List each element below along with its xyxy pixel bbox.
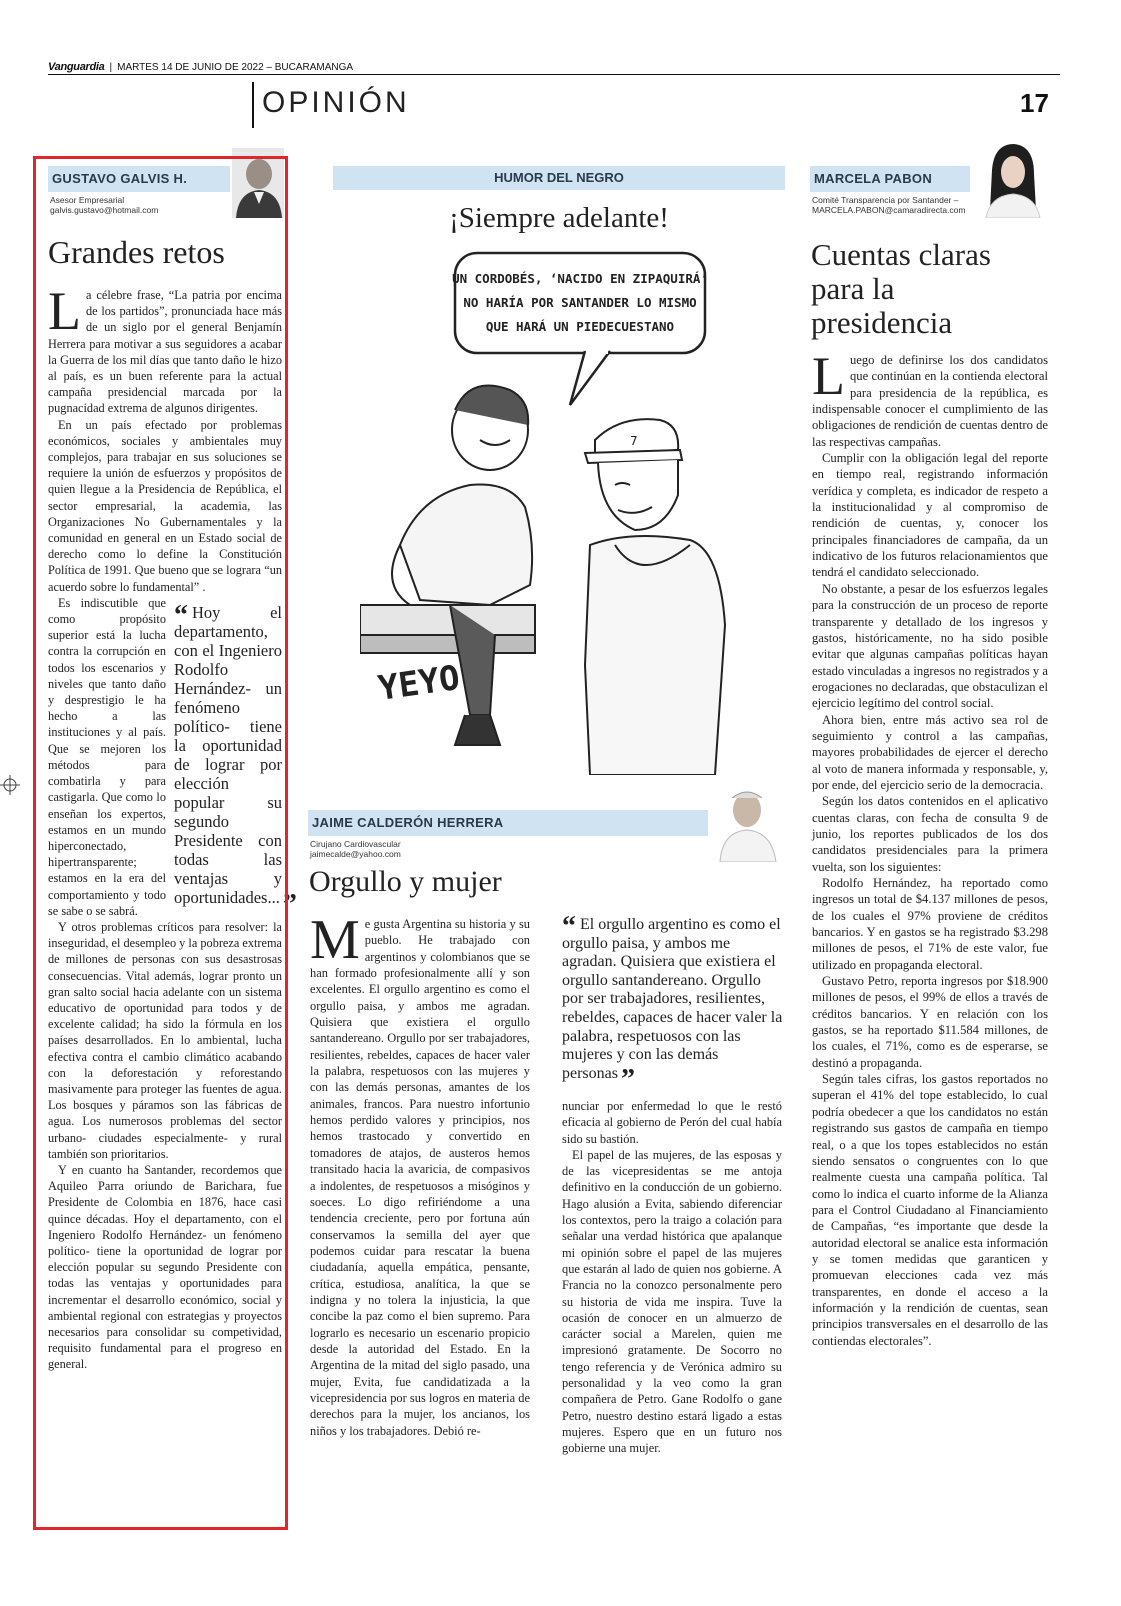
article-body-middle-col2 [562, 1098, 782, 1457]
paragraph: No obstante, a pesar de los esfuerzos legales para la construcción de un proceso de reporte transparente y detallado de los ingresos y gastos, históricamente, no ha sido posible evitar que algunas campañas políticas hayan estado vinculadas a ingresos no registrados y a erogaciones no declaradas, que obstaculizan el ejercicio legítimo del control social. [812, 581, 1048, 711]
portrait-image [712, 780, 780, 862]
registration-mark-icon [0, 775, 20, 795]
portrait-image [976, 140, 1046, 218]
cartoon-character-right [585, 419, 725, 775]
paragraph: nunciar por enfermedad lo que le restó eficacia al gobierno de Perón del cual había sido su bastión. [562, 1099, 782, 1146]
author-role: Comité Transparencia por Santander – [812, 195, 959, 205]
author-name-left: GUSTAVO GALVIS H. [52, 171, 188, 186]
author-email: galvis.gustavo@hotmail.com [50, 205, 159, 215]
masthead [48, 61, 353, 73]
paragraph: El papel de las mujeres, de las esposas y de las vicepresidentas se me antoja definitivo en la conducción de un gobierno. Hago alusión a Evita, sabiendo diferenciar los contextos, pero la traigo a colación para señalar una verdad histórica que apalanque mi opinión sobre el papel de las mujeres que estarán al lado de quien nos gobierne. A Francia no la conozco personalmente pero su historia de vida me inspira. Tuve la ocasión de conocer en un almuerzo de carácter social a Marelen, quien me impresionó gratamente. De Socorro no tengo referencia y de Verónica admiro su personalidad y la veo como la gran compañera de Petro. Gane Rodolfo o gane Petro, nuestro destino estará ligado a estas mujeres. Espero que en un futuro nos gobierne una mujer. [562, 1147, 782, 1456]
close-quote-icon: ” [620, 1063, 635, 1095]
paragraph: Y otros problemas críticos para resolver: la inseguridad, el desempleo y la pobreza extrema de millones de personas con sus desastrosas consecuencias. Vital además, lograr pronto un gran salto social hacia adelante con un sistema educativo de oportunidad para todos y de excelente calidad; ha sido la fórmula en los países desarrollados. En lo ambiental, lucha efectiva contra el cambio climático acabando con la deforestación y reforestando masivamente para proteger las fuentes de agua. Los bosques y páramos son las fábricas de agua. Los numerosos problemas del sector urbano- ciudades especialmente- y rural también son prioritarios. [48, 919, 282, 1161]
speech-line: QUE HARÁ UN PIEDECUESTANO [485, 319, 675, 334]
highlight-frame [33, 156, 288, 1530]
headline-middle: Orgullo y mujer [309, 865, 502, 898]
author-name-middle: JAIME CALDERÓN HERRERA [312, 815, 504, 830]
dateline: MARTES 14 DE JUNIO DE 2022 – BUCARAMANGA [117, 62, 354, 73]
masthead-separator: | [109, 62, 113, 73]
article-body-right [812, 346, 1048, 1349]
pullquote-text: El orgullo argentino es como el orgullo paisa, y ambos me agradan. Quisiera que existiera el orgullo santandereano. Orgullo por ser trabajadores, resilientes, rebeldes, capaces de hacer valer la palabra, respetuosos con las mujeres y con las demás personas [562, 916, 783, 1082]
section-divider [252, 82, 254, 128]
cartoon-label: HUMOR DEL NEGRO [494, 170, 624, 185]
paragraph: Es indiscutible que como propósito superior está la lucha contra la corrupción en todos los escenarios y niveles que tanto daño y desprestigio le ha hecho a las instituciones y al país. Que se mejoren los métodos para combatirla y para castigarla. Que como lo enseñan los expertos, estamos en un mundo hiperconectado, hipertransparente; estamos en la era del comportamiento y todo se sabe o se sabrá. [48, 595, 166, 918]
page-number: 17 [1020, 88, 1049, 118]
paragraph: Según los datos contenidos en el aplicativo cuentas claras, con fecha de consulta 9 de junio, los reportes publicados de los dos candidatos presidenciales para la primera vuelta, son los siguientes: [812, 794, 1048, 874]
cartoon-signature: YEYO [375, 657, 463, 709]
author-photo-middle [712, 780, 780, 862]
open-quote-icon: “ [174, 599, 188, 631]
dropcap: L [48, 281, 81, 341]
dropcap: L [812, 346, 845, 406]
paragraph: Y en cuanto ha Santander, recordemos que Aquileo Parra oriundo de Barichara, fue Presidente de Colombia en 1876, hace casi quince décadas. Hoy el departamento, con el Ingeniero Rodolfo Hernández- un fenómeno político- tiene la oportunidad de lograr por elección popular su segundo Presidente con todas las ventajas y oportunidades para incrementar el desarrollo económico, social y ambiental regional con estrategias y proyectos necesarios para consolidar su competividad, requisito fundamental para el progreso en general. [48, 1162, 282, 1372]
article-body-middle-col1 [310, 909, 530, 1439]
author-email: MARCELA.PABON@camaradirecta.com [812, 205, 966, 215]
svg-text:7: 7 [630, 434, 638, 448]
author-role: Cirujano Cardiovascular [310, 839, 401, 849]
pullquote-text: Hoy el departamento, con el Ingeniero Rodolfo Hernández- un fenómeno político- tiene la oportunidad de lograr por elección popular su segundo Presidente con todas las ventajas y oportunidades... [174, 602, 282, 907]
speech-line: UN CORDOBÉS, ‘NACIDO EN ZIPAQUIRÁ’ [452, 271, 708, 286]
close-quote-icon: ” [282, 888, 297, 920]
open-quote-icon: “ [562, 911, 576, 942]
paragraph: Gustavo Petro, reporta ingresos por $18.900 millones de pesos, el 99% de ellos a través de créditos bancarios. Y en relación con los gastos, se ha reportado $11.584 millones, de los cuales, el 71%, como es de esperarse, se destinó a propaganda. [812, 974, 1048, 1070]
speech-line: NO HARÍA POR SANTANDER LO MISMO [463, 295, 697, 310]
paragraph: Rodolfo Hernández, ha reportado como ingresos un total de $4.137 millones de pesos, de los cuales el 97% proviene de créditos bancarios. Y en gastos se ha registrado $3.298 millones de pesos, el 71% de este valor, fue utilizado en propaganda electoral. [812, 876, 1048, 972]
paragraph: e gusta Argentina su historia y su pueblo. He trabajado con argentinos y colombianos que se han formado profesionalmente allí y son excelentes. El orgullo argentino es como el orgullo paisa, y ambos me agradan. Quisiera que existiera el orgullo santandereano. Orgullo por ser trabajadores, resilientes, rebeldes, capaces de hacer valer la palabra, respetuosos con las mujeres y con las demás personas, amantes de los animales, francos. Para nuestro infortunio hemos perdido valores y principios, nos hemos trastocado y convertido en tomadores de atajos, de austeros hemos transitado hacia la avaricia, de compasivos a indolentes, de respetuosos a misóginos y soeces. Lo digo refiriéndome a una tendencia creciente, pero por fortuna aún conservamos la semilla del ayer que podemos cuidar para rescatar la buena ciudadanía, aquella empática, pensante, crítica, estudiosa, analítica, la que se indigna y no tolera la injusticia, la que concibe la paz como el bien supremo. Para lograrlo es necesario un escenario propicio desde la autoridad del Estado. En la Argentina de la mitad del siglo pasado, una mujer, Evita, fue candidatizada a la vicepresidencia por sus logros en materia de derechos para la mujer, los ancianos, los niños y los trabajadores. Debió re- [310, 917, 530, 1438]
dropcap: M [310, 909, 360, 971]
headline-left: Grandes retos [48, 234, 225, 270]
author-role-middle [310, 839, 401, 859]
paragraph: En un país efectado por problemas económicos, sociales y ambientales muy complejos, para trabajar en sus soluciones se requiere la unión de esfuerzos y propósitos de quien llegue a la Presidencia de República, el sector empresarial, la academia, las Organizaciones No Gubernamentales y la comunidad en general en un Estado social de derecho como lo define la Constitución Política de 1991. Que bueno que se lograra “un acuerdo sobre lo fundamental” . [48, 417, 282, 594]
author-email: jaimecalde@yahoo.com [310, 849, 401, 859]
headline-right: Cuentas claras para la presidencia [811, 237, 991, 340]
section-title: OPINIÓN [262, 86, 410, 119]
brand-logo: Vanguardia [48, 61, 105, 73]
author-role-right [812, 195, 966, 215]
paragraph: Cumplir con la obligación legal del reporte en tiempo real, registrando información verídica y completa, es indicador de respeto a la institucionalidad y al compromiso de rendición de cuentas, y, conocer los principales financiadores de campaña, da un indicativo de los futuros relacionamientos que tendrá el candidato seleccionado. [812, 451, 1048, 580]
cartoon-drawing [360, 245, 770, 775]
paragraph: uego de definirse los dos candidatos que continúan en la contienda electoral para presidencia de la república, es indispensable conocer el cumplimiento de las obligaciones de rendición de cuentas dentro de las respectivas campañas. [812, 353, 1048, 449]
author-role: Asesor Empresarial [50, 195, 125, 205]
author-name-right: MARCELA PABON [814, 171, 933, 186]
author-photo-right [976, 140, 1046, 218]
cartoon-title: ¡Siempre adelante! [449, 202, 669, 234]
paragraph: Según tales cifras, los gastos reportados no superan el 41% del tope establecido, lo cual podría obedecer a que los candidatos no están registrando sus gastos de campaña en tiempo real, o a que los topes establecidos no están siendo sensatos o congruentes con lo que realmente cuesta una campaña política. Tal como lo indica el cuarto informe de la Alianza para el Control Ciudadano al Financiamiento de Campañas, “es importante que desde la autoridad electoral se analice esta información y se tomen medidas que garanticen y promuevan elecciones cada vez más transparentes, en donde el acceso a la información y la rendición de cuentas, sean principios transversales en el desarrollo de las contiendas electorales”. [812, 1072, 1048, 1348]
pullquote-middle [562, 911, 784, 1095]
top-rule [48, 74, 1060, 75]
paragraph: Ahora bien, entre más activo sea rol de seguimiento y control a las campañas, mayores probabilidades de ejercer el derecho al voto de manera informada y responsable, y, por ende, del ejercicio serio de la democracia. [812, 712, 1048, 792]
paragraph: a célebre frase, “La patria por encima de los partidos”, pronunciada hace más de un siglo por el general Benjamín Herrera para motivar a sus seguidores a acabar la Guerra de los mil días que tanto daño le hizo al país, es un buen referente para la actual campaña presidencial marcada por la pugnacidad extrema de algunos dirigentes. [48, 288, 282, 416]
